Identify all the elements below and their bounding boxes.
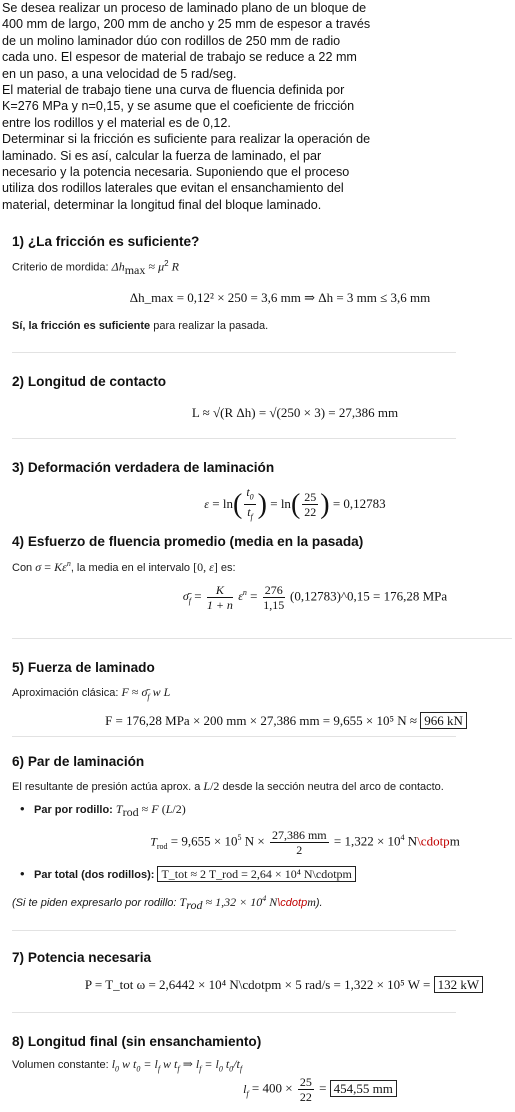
bullet-total-torque: • Par total (dos rodillos): T_tot ≈ 2 T_rod = 2,64 × 10⁴ N\cdotpm — [12, 867, 508, 882]
total-torque-result: T_tot ≈ 2 T_rod = 2,64 × 10⁴ N\cdotpm — [157, 866, 355, 882]
divider — [12, 736, 456, 737]
section-title: 5) Fuerza de laminado — [12, 660, 155, 675]
criterion-text: Criterio de mordida: $\Delta h_{max} \approx \mu^2$ R — [12, 259, 179, 277]
section-title: 3) Deformación verdadera de laminación — [12, 460, 275, 475]
final-length-equation: $l_f = 400$ × $\frac{25}{22}$ = 454,55 mm — [12, 1075, 508, 1104]
torque-per-roll-equation: $T_{rod} = 9,655 \times 10^5$ N × $\frac{27,386 mm}{2}$ = $1,322 \times 10^4$ N\cdotpm — [150, 828, 460, 858]
divider — [12, 1012, 456, 1013]
power-equation: P = T_tot ω = 2,6442 × 10⁴ N\cdotpm × 5 rad/s = 1,322 × 10⁵ W = 132 kW — [12, 977, 508, 993]
force-result: 966 kN — [420, 712, 467, 729]
section-final-length — [12, 1034, 508, 1104]
friction-equation: Δh_max = 0,12² × 250 = 3,6 mm ⇒ Δh = 3 mm ≤ 3,6 mm — [129, 289, 431, 305]
problem-line: necesario y la potencia necesaria. Suponiendo que el proceso — [2, 165, 350, 180]
friction-conclusion: Sí, la fricción es suficiente para realizar la pasada. — [12, 319, 269, 332]
section-title: 8) Longitud final (sin ensanchamiento) — [12, 1034, 262, 1049]
section-title: 1) ¿La fricción es suficiente? — [12, 234, 200, 249]
flow-stress-intro: Con $\sigma = K\varepsilon^n$, la media en el intervalo [0, ε] es: — [12, 559, 236, 574]
section-power — [12, 950, 508, 993]
divider — [12, 638, 512, 639]
section-title: 7) Potencia necesaria — [12, 950, 152, 965]
section-title: 2) Longitud de contacto — [12, 374, 167, 389]
section-contact-length — [12, 374, 508, 421]
problem-line: laminado. Si es así, calcular la fuerza de laminado, el par — [2, 148, 322, 163]
flow-stress-equation: $\sigmā_f$ = $\frac{K}{1 + n}$ $\varepsilon^n$ = $\frac{276}{1,15}$ (0,12783)^0,15 = 176,28 MPa — [182, 583, 448, 612]
divider — [12, 930, 456, 931]
contact-length-equation: L ≈ √(R Δh) = √(250 × 3) = 27,386 mm — [191, 405, 399, 420]
section-rolling-torque — [12, 754, 508, 913]
section-flow-stress — [12, 534, 508, 612]
problem-line: cada uno. El espesor de material de trabajo se reduce a 22 mm — [2, 50, 357, 65]
final-length-result: 454,55 mm — [330, 1080, 397, 1097]
problem-line: material, determinar la longitud final del bloque laminado. — [2, 197, 322, 212]
problem-line: de un molino laminador dúo con rodillos de 250 mm de radio — [2, 33, 341, 48]
problem-line: en un paso, a una velocidad de 5 rad/seg. — [2, 66, 237, 81]
torque-note: (Si te piden expresarlo por rodillo: $T_{rod} \approx 1,32 \times 10^4$ N\cdotpm). — [12, 894, 323, 913]
section-true-strain — [12, 460, 508, 525]
problem-line: utiliza dos rodillos laterales que evitan el ensanchamiento del — [2, 181, 344, 196]
section-rolling-force — [12, 660, 508, 729]
force-intro: Aproximación clásica: $F \approx \sigmā_f$ w L — [12, 685, 171, 702]
problem-line: Se desea realizar un proceso de laminado plano de un bloque de — [2, 1, 367, 15]
bullet-torque-per-roll: • Par por rodillo: $T_{rod} \approx F$ (L/2) — [12, 802, 508, 820]
problem-line: Determinar si la fricción es suficiente para realizar la operación de — [2, 132, 371, 147]
section-title: 6) Par de laminación — [12, 754, 145, 769]
problem-line: 400 mm de largo, 200 mm de ancho y 25 mm de espesor a través — [2, 17, 371, 32]
divider — [12, 438, 456, 439]
strain-equation: ε = ln( $\frac{t_0}{t_f}$ ) = ln( $\frac{25}{22}$ ) = 0,12783 — [204, 485, 386, 522]
problem-statement — [2, 0, 402, 213]
volume-intro: Volumen constante: $l_0$ w $t_0 = l_f$ w $t_f$ ⇒ $l_f = l_0$ $t_0/t_f$ — [12, 1057, 243, 1074]
problem-line: K=276 MPa y n=0,15, y se asume que el coeficiente de fricción — [2, 99, 355, 114]
section-title: 4) Esfuerzo de fluencia promedio (media en la pasada) — [12, 534, 364, 549]
force-equation: F = 176,28 MPa × 200 mm × 27,386 mm = 9,655 × 10⁵ N ≈ 966 kN — [12, 713, 508, 729]
section-friction — [12, 234, 508, 332]
torque-intro: El resultante de presión actúa aprox. a L/2 desde la sección neutra del arco de contacto. — [12, 779, 444, 793]
power-result: 132 kW — [434, 976, 484, 993]
divider — [12, 352, 456, 353]
problem-line: entre los rodillos y el material es de 0,12. — [2, 115, 231, 130]
problem-line: El material de trabajo tiene una curva de fluencia definida por — [2, 83, 345, 98]
